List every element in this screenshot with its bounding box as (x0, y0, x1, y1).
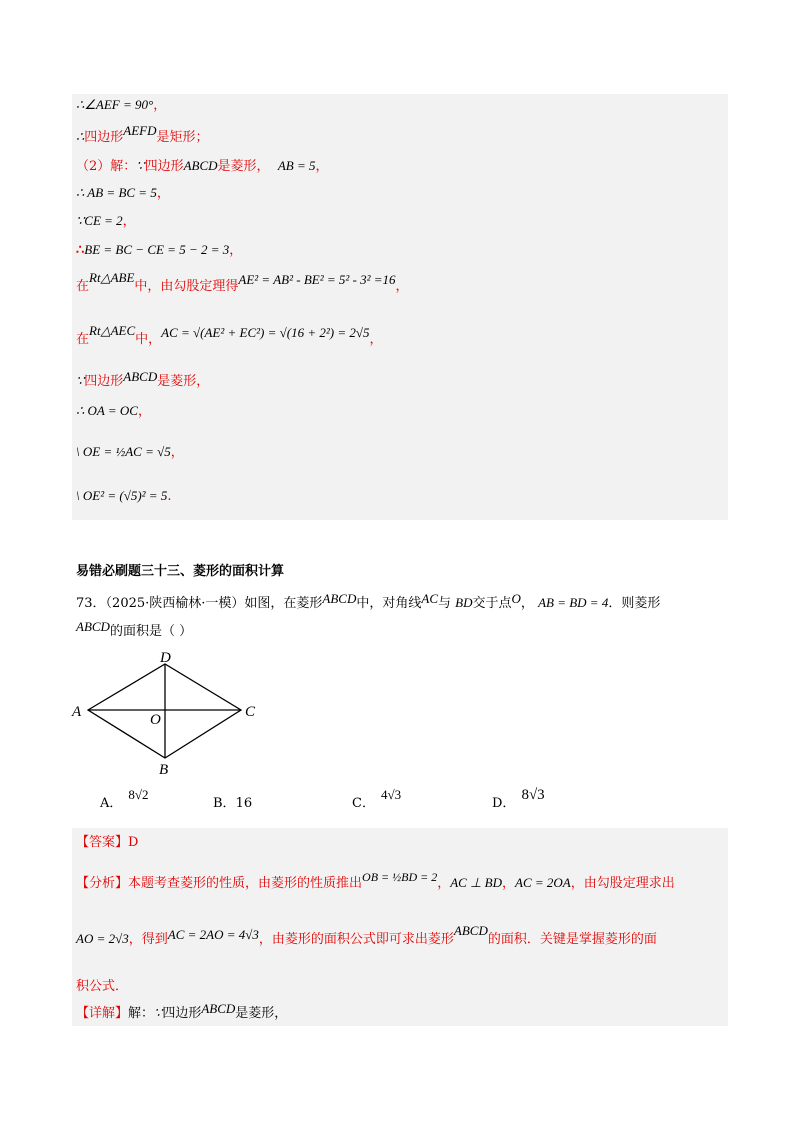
question-text-line1: 73．（2025·陕西榆林·一模）如图，在菱形ABCD中，对角线AC与 BD交于点O， AB = BD = 4．则菱形 (76, 591, 661, 611)
analysis-line-3: 积公式． (76, 979, 129, 994)
analysis-line-2: AO = 2√3，得到AC = 2AO = 4√3，由菱形的面积公式即可求出菱形ABCD的面积．关键是掌握菱形的面 (76, 923, 657, 947)
solution-line-6: ∴BE = BC − CE = 5 − 2 = 3， (76, 242, 243, 258)
solution-line-8: 在Rt△AEC中，AC = √(AE² + EC²) = √(16 + 2²) = 2√5， (76, 323, 383, 347)
solution-line-2: ∴四边形AEFD是矩形； (76, 123, 209, 145)
section-heading: 易错必刷题三十三、菱形的面积计算 (76, 564, 285, 579)
solution-line-3: （2）解：∵四边形ABCD是菱形， AB = 5， (76, 158, 329, 174)
label-o: O (150, 712, 161, 728)
solution-line-7: 在Rt△ABE中，由勾股定理得AE² = AB² - BE² = 5² - 3² =16， (76, 270, 409, 294)
option-d[interactable]: D．8√3 (492, 787, 545, 811)
solution-line-1: ∴∠AEF = 90°， (76, 97, 167, 113)
option-b[interactable]: B．16 (213, 796, 253, 811)
analysis-line-1: 【分析】本题考查菱形的性质，由菱形的性质推出OB = ½BD = 2，AC ⊥ BD，AC = 2OA，由勾股定理求出 (76, 870, 675, 891)
label-c: C (245, 704, 256, 720)
option-c[interactable]: C．4√3 (352, 787, 402, 811)
label-a: A (72, 704, 82, 720)
solution-line-11: \ OE = ½AC = √5， (76, 444, 184, 460)
detail-line: 【详解】解：∵四边形ABCD是菱形， (76, 1001, 288, 1021)
label-d: D (160, 650, 171, 666)
solution-line-4: ∴ AB = BC = 5， (76, 185, 170, 201)
answer-line: 【答案】D (76, 835, 139, 850)
question-text-line2: ABCD的面积是（ ） (76, 619, 193, 639)
label-b: B (159, 762, 169, 776)
rhombus-figure (64, 646, 274, 776)
solution-line-9: ∵四边形ABCD是菱形， (76, 369, 210, 389)
option-a[interactable]: A．8√2 (100, 787, 149, 811)
solution-line-12: \ OE² = (√5)² = 5. (76, 488, 172, 504)
solution-line-10: ∴ OA = OC， (76, 403, 151, 419)
solution-line-5: ∵CE = 2， (76, 213, 136, 229)
